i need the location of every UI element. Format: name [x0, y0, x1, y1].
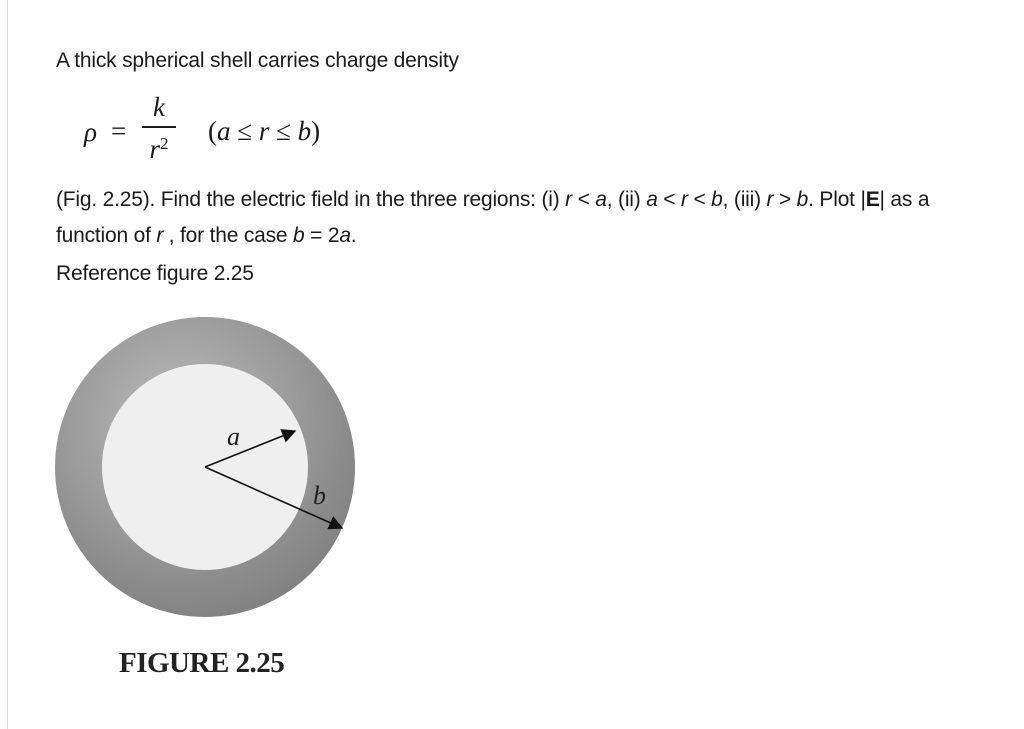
- fraction-denominator: [142, 130, 176, 163]
- spherical-shell-figure: [55, 315, 365, 625]
- cond-a: a: [217, 116, 231, 146]
- rho-symbol: ρ: [84, 117, 97, 147]
- denominator-variable: r: [149, 133, 160, 164]
- denominator-exponent: 2: [160, 133, 169, 153]
- reference-text: Reference figure 2.25: [56, 262, 254, 285]
- cond-le-1: ≤: [230, 116, 259, 146]
- cond-r: r: [258, 116, 270, 146]
- fraction-numerator: k: [153, 92, 165, 122]
- cond-b: b: [297, 116, 312, 146]
- label-b: b: [313, 481, 326, 510]
- fraction: [142, 92, 176, 163]
- figure-caption: FIGURE 2.25: [119, 647, 285, 679]
- problem-line-1: (Fig. 2.25). Find the electric field in the three regions: (i) r < a, (ii) a < r < b, (iii) r > b. Plot |E| as a: [56, 188, 930, 211]
- cond-le-2: ≤: [269, 116, 298, 146]
- fraction-bar: [142, 126, 176, 128]
- left-divider: [7, 0, 8, 729]
- label-a: a: [227, 422, 240, 451]
- problem-statement: [56, 182, 929, 254]
- problem-intro: A thick spherical shell carries charge density: [56, 49, 459, 72]
- problem-line-2: function of r , for the case b = 2a.: [56, 224, 357, 247]
- equals-sign: =: [111, 116, 127, 146]
- cond-close-paren: ): [311, 116, 321, 146]
- cond-open-paren: (: [208, 116, 217, 146]
- range-condition: [208, 116, 320, 147]
